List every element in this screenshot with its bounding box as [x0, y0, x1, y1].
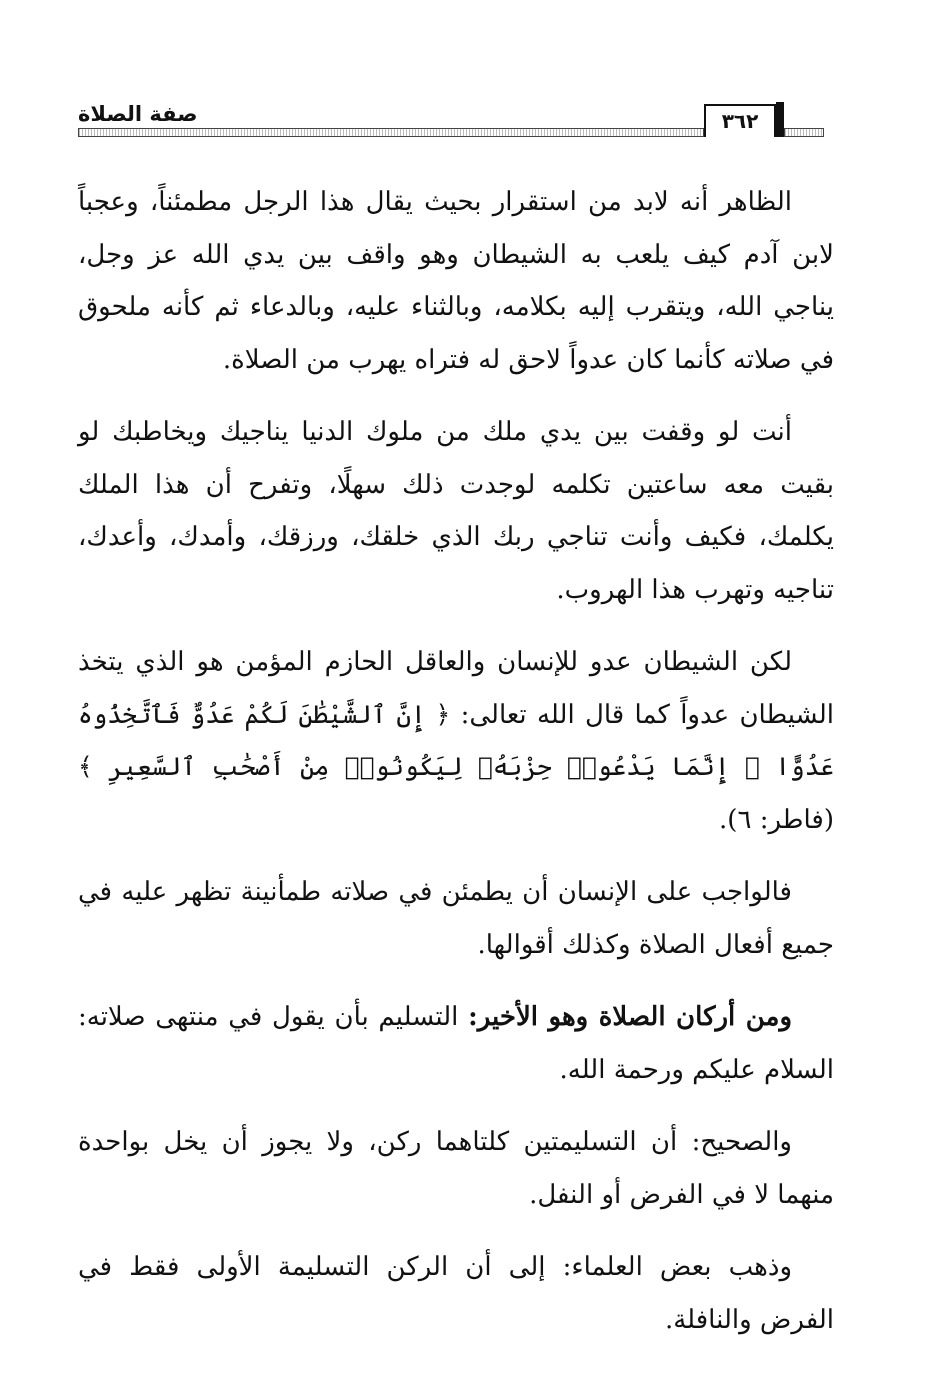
- body-text: [78, 176, 834, 1346]
- running-title: صفة الصلاة: [78, 102, 198, 126]
- paragraph-5-text: التسليم بأن يقول في منتهى صلاته: السلام عليكم ورحمة الله.: [78, 1002, 834, 1085]
- page-header: [78, 96, 818, 150]
- paragraph-2: أنت لو وقفت بين يدي ملك من ملوك الدنيا يناجيك ويخاطبك لو بقيت معه ساعتين تكلمه لوجدت ذلك سهلًا، وتفرح أن هذا الملك يكلمك، فكيف وأنت تناجي ربك الذي خلقك، ورزقك، وأمدك، وأعدك، تناجيه وتهرب هذا الهروب.: [78, 417, 835, 605]
- paragraph-3: [78, 636, 834, 846]
- paragraph-3-text: لكن الشيطان عدو للإنسان والعاقل الحازم المؤمن هو الذي يتخذ الشيطان عدواً كما قال الله تعالى:: [78, 647, 834, 730]
- paragraph-7: وذهب بعض العلماء: إلى أن الركن التسليمة الأولى فقط في الفرض والنافلة.: [78, 1252, 834, 1335]
- paragraph-5-lead: ومن أركان الصلاة وهو الأخير:: [468, 1002, 793, 1032]
- paragraph-5: [78, 991, 834, 1096]
- quran-verse: ﴿ إِنَّ ٱلشَّيْطَٰنَ لَكُمْ عَدُوٌّ فَٱتَّخِذُوهُ عَدُوًّا ۚ إِنَّمَا يَدْعُوا۟ حِزْبَهُۥ لِيَكُونُوا۟ مِنْ أَصْحَٰبِ ٱلسَّعِيرِ ﴾: [78, 699, 834, 781]
- page-number-edge: [776, 102, 784, 137]
- paragraph-1: الظاهر أنه لابد من استقرار بحيث يقال هذا الرجل مطمئناً، وعجباً لابن آدم كيف يلعب به الشيطان وهو واقف بين يدي الله عز وجل، يناجي الله، ويتقرب إليه بكلامه، وبالثناء عليه، وبالدعاء ثم كأنه ملحوق في صلاته كأنما كان عدواً لاحق له فتراه يهرب من الصلاة.: [78, 187, 834, 375]
- header-rule-right: [784, 128, 824, 137]
- paragraph-6: والصحيح: أن التسليمتين كلتاهما ركن، ولا يجوز أن يخل بواحدة منهما لا في الفرض أو النفل.: [78, 1127, 834, 1210]
- paragraph-4: فالواجب على الإنسان أن يطمئن في صلاته طمأنينة تظهر عليه في جميع أفعال الصلاة وكذلك أقوالها.: [78, 877, 834, 960]
- verse-reference: (فاطر: ٦).: [719, 804, 834, 835]
- header-rule-left: [78, 128, 704, 137]
- page-number: ٣٦٢: [704, 104, 776, 137]
